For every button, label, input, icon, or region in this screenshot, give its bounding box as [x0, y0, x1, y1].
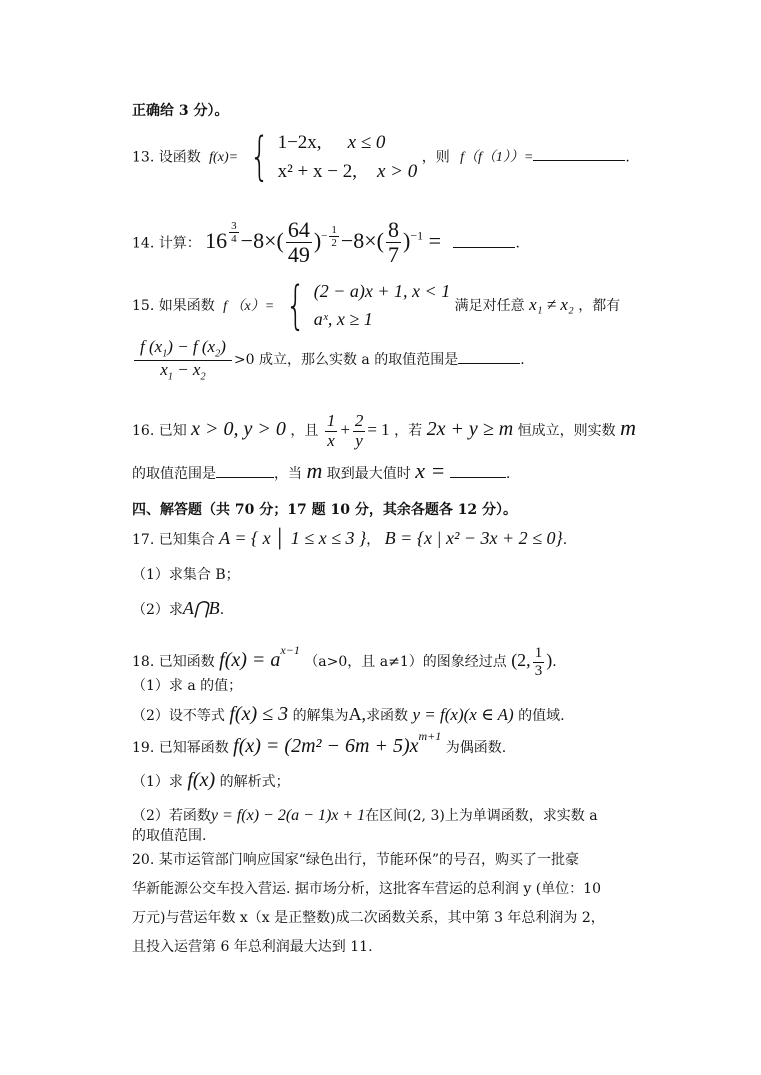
q19-p2-pre: （2）若函数 — [132, 808, 211, 824]
q16-and: ，且 — [290, 423, 319, 440]
q16-ruo: ，若 — [394, 423, 423, 440]
q13-case2-cond: x > 0 — [376, 161, 418, 183]
q14-label: 14. 计算： — [132, 235, 201, 252]
question-15 — [132, 275, 621, 336]
q19-p1-end: 的解析式； — [219, 774, 290, 790]
q18-part1: （1）求 a 的值； — [132, 678, 243, 694]
q19-fx: f(x) = (2m² − 6m + 5)x — [233, 735, 419, 757]
q19-p2-math: y = f(x) − 2(a − 1)x + 1 — [210, 807, 366, 824]
q16-fraction-sum: $\frac{1}{x}$ + $\frac{2}{y}$ — [326, 411, 364, 450]
question-18 — [132, 645, 557, 679]
q15-line2-after: >0 成立，那么实数 a 的取值范围是 — [233, 352, 459, 369]
q13-end: . — [625, 149, 630, 166]
q16-eq1: = 1 — [367, 420, 390, 440]
q18-label: 18. 已知函数 — [132, 654, 215, 671]
q15-neq: x₁ ≠ x₂ — [529, 294, 574, 314]
q18-end: . — [552, 654, 557, 671]
section-4-heading: 四、解答题（共 70 分；17 题 10 分，其余各题各 12 分）。 — [132, 502, 518, 518]
q19-end: 为偶函数. — [445, 740, 507, 756]
q19-p1-pre: （1）求 — [132, 774, 183, 790]
q19-part1 — [132, 768, 290, 792]
question-16-line2 — [132, 458, 510, 484]
q19-p1-math: f(x) — [187, 769, 216, 791]
q18-part2 — [132, 702, 565, 726]
q13-case1-expr: 1−2x, — [277, 132, 322, 153]
q18-p2-a: A, — [348, 704, 367, 724]
q16-ineq: 2x + y ≥ m — [426, 418, 514, 441]
q15-fx: f （x）= — [223, 298, 275, 314]
q18-fx: f(x) = a — [219, 649, 281, 672]
question-16 — [132, 412, 636, 450]
q17-p2-math: A⋂B — [182, 598, 220, 618]
q17-p2-end: . — [219, 602, 225, 618]
q17-comma: ， — [366, 532, 381, 548]
q16-label: 16. 已知 — [132, 423, 187, 440]
q18-cond: （a>0，且 a≠1）的图象经过点 — [304, 654, 507, 671]
q14-answer-blank — [453, 245, 515, 248]
q20-line2: 华新能源公交车投入营运. 据市场分析，这批客车营运的总利润 y (单位：10 — [132, 881, 601, 897]
q19-label: 19. 已知幂函数 — [132, 740, 229, 756]
question-17 — [132, 528, 567, 550]
q17-p2-pre: （2）求 — [132, 602, 183, 618]
q18-p2-ineq: f(x) ≤ 3 — [229, 703, 289, 725]
question-13 — [132, 128, 630, 187]
q16-blank-2 — [450, 475, 506, 478]
q16-m2: m — [306, 458, 323, 483]
q16-end: . — [505, 466, 511, 482]
q16-line2-b: ，当 — [274, 466, 302, 482]
q13-ask: f（f（1））= — [460, 150, 534, 166]
q17-set-a: A = { x │ 1 ≤ x ≤ 3 } — [219, 528, 367, 548]
left-brace-icon: { — [285, 275, 306, 336]
intro-line: 正确给 3 分）。 — [132, 103, 229, 119]
q19-exp: m+1 — [418, 729, 442, 744]
q13-label: 13. 设函数 — [132, 149, 201, 166]
q15-end: . — [520, 352, 525, 369]
q18-p2-pre: （2）设不等式 — [132, 708, 225, 724]
left-brace-icon: { — [249, 127, 269, 188]
q16-line2-c: 取到最大值时 — [326, 466, 411, 482]
q16-cond: x > 0, y > 0 — [191, 418, 286, 441]
question-19 — [132, 729, 507, 758]
q16-x-eq: x = — [415, 458, 446, 483]
q18-exp: x−1 — [280, 643, 300, 658]
q20-line3: 万元)与营运年数 x（x 是正整数)成二次函数关系，其中第 3 年总利润为 2， — [132, 910, 605, 926]
q19-part2 — [132, 806, 598, 825]
q20-line4: 且投入运营第 6 年总利润最大达到 11. — [132, 939, 373, 955]
q15-answer-blank — [458, 361, 520, 364]
q15-you: ，都有 — [578, 297, 621, 314]
q15-label: 15. 如果函数 — [132, 297, 215, 314]
q17-part2 — [132, 598, 224, 620]
q13-piecewise — [243, 128, 418, 187]
q14-expression: 16 $^{\frac{3}{4}}$ −8×( $\frac{64}{49}$ )$^{- \frac{1}{2}}$ −8×( $\frac{8}{7}$ )$^{-1}$ = — [205, 217, 442, 268]
q18-point: (2, $\frac{1}{3}$ ) — [511, 645, 553, 679]
q20-line1: 20. 某市运管部门响应国家“绿色出行，节能环保”的号召，购买了一批豪 — [132, 852, 580, 868]
q16-m: m — [620, 415, 637, 441]
q13-fx: f(x)= — [209, 150, 239, 166]
q17-set-b: B = {x | x² − 3x + 2 ≤ 0} — [384, 528, 563, 548]
q13-answer-blank — [533, 158, 625, 161]
q15-case2: aˣ, x ≥ 1 — [313, 308, 373, 329]
q19-part2-line2: 的取值范围. — [132, 828, 207, 844]
q15-cond-text: 满足对任意 — [454, 297, 525, 314]
question-15-line2 — [132, 338, 525, 382]
q18-p2-end: 的值域. — [518, 708, 565, 724]
q16-line2-a: 的取值范围是 — [132, 466, 216, 482]
q17-end: . — [562, 532, 568, 548]
q14-end: . — [515, 235, 520, 252]
q17-label: 17. 已知集合 — [132, 532, 215, 548]
q13-case1-cond: x ≤ 0 — [347, 132, 386, 153]
q18-p2-y: y = f(x)(x ∈ A) — [412, 705, 514, 724]
q18-p2-mid2: 求函数 — [366, 708, 409, 724]
q15-piecewise — [279, 275, 451, 336]
q13-case2-expr: x² + x − 2, — [277, 161, 357, 183]
question-14 — [132, 218, 520, 267]
q13-then: ，则 — [421, 149, 450, 166]
q15-case1: (2 − a)x + 1, x < 1 — [313, 281, 451, 301]
q19-p2-end: 在区间(2, 3)上为单调函数，求实数 a — [365, 808, 598, 824]
q16-blank-1 — [216, 475, 274, 478]
q17-part1: （1）求集合 B； — [132, 567, 240, 583]
q18-p2-mid: 的解集为 — [292, 708, 349, 724]
q15-difference-quotient: $\frac{f (x_1) - f (x_2)}{x_1 - x_2}$ — [134, 338, 232, 382]
q16-heng: 恒成立，则实数 — [517, 423, 616, 440]
